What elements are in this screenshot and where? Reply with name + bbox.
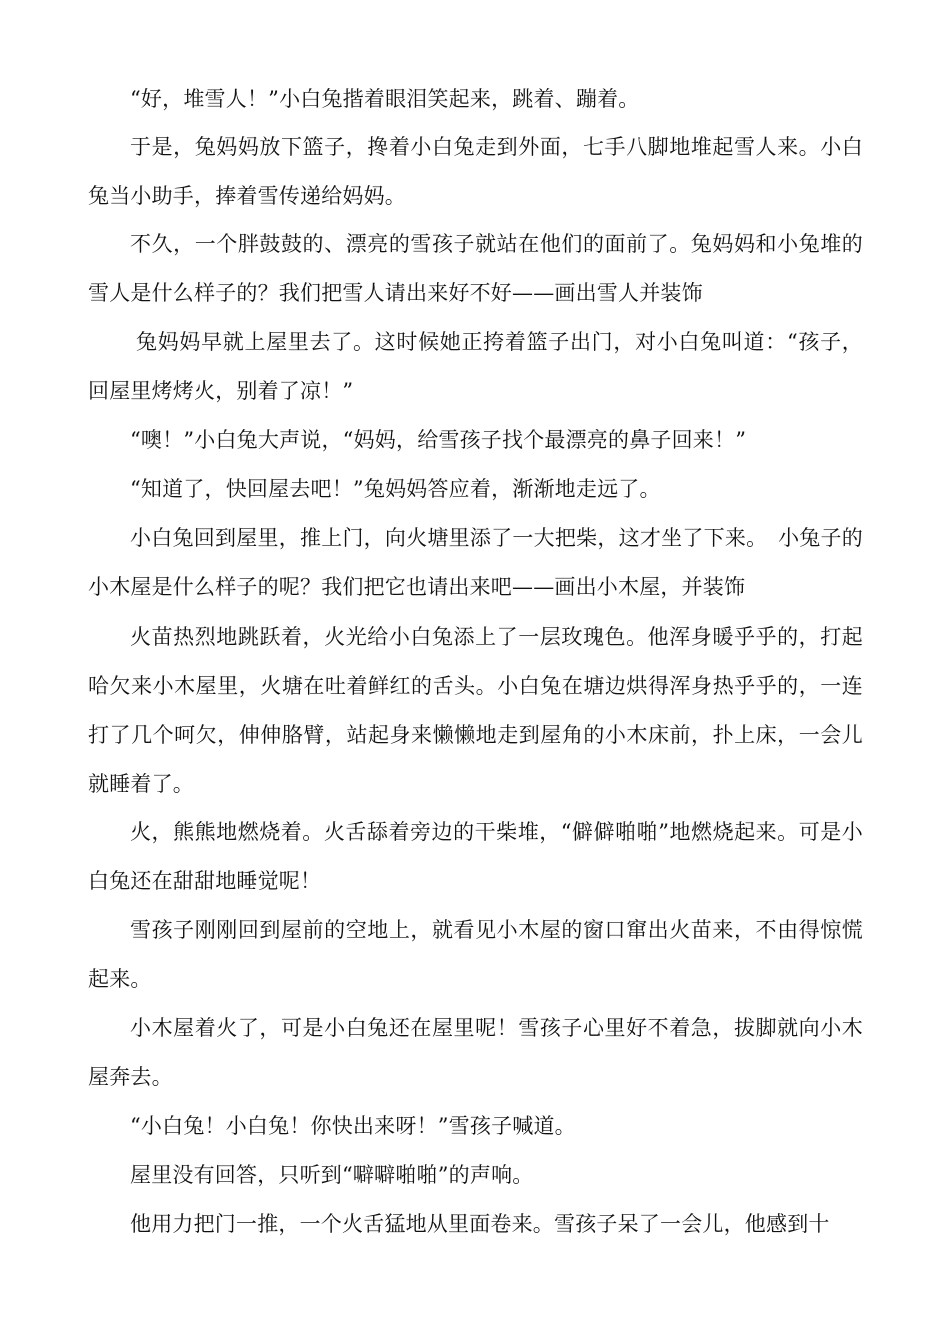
paragraph-8: 火苗热烈地跳跃着，火光给小白兔添上了一层玫瑰色。他浑身暖乎乎的，打起哈欠来小木屋里，火塘在吐着鲜红的舌头。小白兔在塘边烘得浑身热乎乎的，一连打了几个呵欠，伸伸胳臂，站起身来懒懒地走到屋角的小木床前，扑上床，一会儿就睡着了。 xyxy=(88,625,863,796)
paragraph-3: 不久，一个胖鼓鼓的、漂亮的雪孩子就站在他们的面前了。兔妈妈和小兔堆的雪人是什么样子的？我们把雪人请出来好不好——画出雪人并装饰 xyxy=(88,232,863,305)
paragraph-2: 于是，兔妈妈放下篮子，搀着小白兔走到外面，七手八脚地堆起雪人来。小白兔当小助手，捧着雪传递给妈妈。 xyxy=(88,135,863,208)
paragraph-9: 火，熊熊地燃烧着。火舌舔着旁边的干柴堆，“僻僻啪啪”地燃烧起来。可是小白兔还在甜甜地睡觉呢！ xyxy=(88,820,863,893)
paragraph-14: 他用力把门一推，一个火舌猛地从里面卷来。雪孩子呆了一会儿，他感到十 xyxy=(130,1212,830,1236)
paragraph-13: 屋里没有回答，只听到“噼噼啪啪”的声响。 xyxy=(130,1163,534,1187)
paragraph-1: “好，堆雪人！”小白兔揩着眼泪笑起来，跳着、蹦着。 xyxy=(130,87,640,111)
paragraph-10: 雪孩子刚刚回到屋前的空地上，就看见小木屋的窗口窜出火苗来，不由得惊慌起来。 xyxy=(88,918,863,991)
paragraph-6: “知道了，快回屋去吧！”兔妈妈答应着，渐渐地走远了。 xyxy=(130,477,661,501)
paragraph-7: 小白兔回到屋里，推上门，向火塘里添了一大把柴，这才坐了下来。 小兔子的小木屋是什么样子的呢？我们把它也请出来吧——画出小木屋，并装饰 xyxy=(88,526,863,599)
paragraph-4: 兔妈妈早就上屋里去了。这时候她正挎着篮子出门，对小白兔叫道：“孩子，回屋里烤烤火，别着了凉！” xyxy=(88,330,863,403)
paragraph-12: “小白兔！小白兔！你快出来呀！”雪孩子喊道。 xyxy=(130,1114,576,1138)
paragraph-5: “噢！”小白兔大声说，“妈妈，给雪孩子找个最漂亮的鼻子回来！” xyxy=(130,428,747,452)
paragraph-11: 小木屋着火了，可是小白兔还在屋里呢！雪孩子心里好不着急，拔脚就向小木屋奔去。 xyxy=(88,1016,863,1089)
